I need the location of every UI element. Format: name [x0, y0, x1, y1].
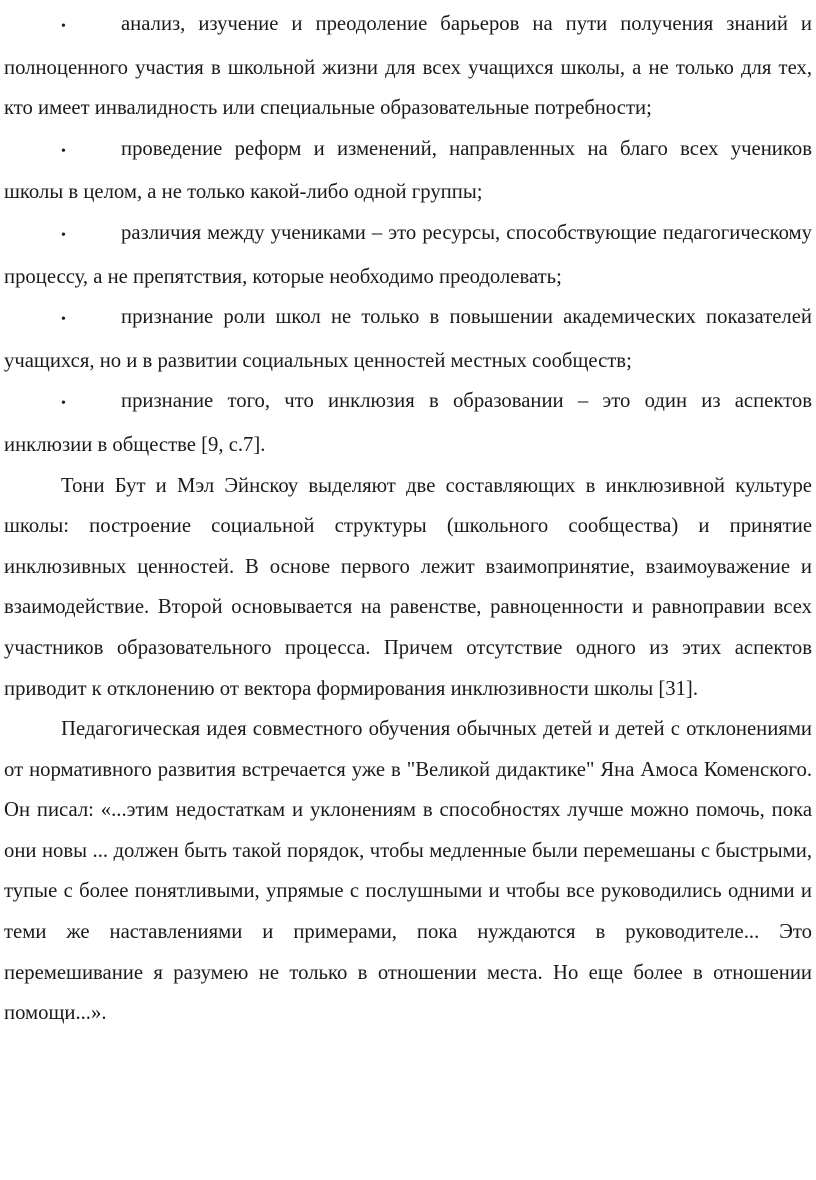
- bullet-text: различия между учениками – это ресурсы, способствующие педагогическому процессу, а не препятствия, которые необходимо преодолевать;: [4, 221, 812, 288]
- bullet-icon: •: [61, 396, 66, 412]
- bullet-item: [4, 213, 812, 297]
- bullet-text: проведение реформ и изменений, направленных на благо всех учеников школы в целом, а не только какой-либо одной группы;: [4, 137, 812, 204]
- bullet-text: признание роли школ не только в повышении академических показателей учащихся, но и в развитии социальных ценностей местных сообществ;: [4, 306, 812, 372]
- bullet-text: анализ, изучение и преодоление барьеров на пути получения знаний и полноценного участия в школьной жизни для всех учащихся школы, а не только для тех, кто имеет инвалидность или специальные образовательные потребности;: [4, 13, 812, 120]
- document-body: [4, 4, 812, 1034]
- bullet-text: признание того, что инклюзия в образовании – это один из аспектов инклюзии в обществе [9, с.7].: [4, 390, 812, 456]
- bullet-icon: •: [61, 312, 66, 328]
- bullet-icon: •: [61, 143, 66, 159]
- bullet-icon: •: [61, 227, 66, 243]
- bullet-item: [4, 129, 812, 213]
- bullet-item: [4, 297, 812, 381]
- paragraph: Тони Бут и Мэл Эйнскоу выделяют две составляющих в инклюзивной культуре школы: построение социальной структуры (школьного сообщества) и принятие инклюзивных ценностей. В основе первого лежит взаимопринятие, взаимоуважение и взаимодействие. Второй основывается на равенстве, равноценности и равноправии всех участников образовательного процесса. Причем отсутствие одного из этих аспектов приводит к отклонению от вектора формирования инклюзивности школы [31].: [4, 474, 812, 700]
- bullet-item: [4, 381, 812, 465]
- bullet-item: [4, 4, 812, 129]
- bullet-icon: •: [61, 19, 66, 34]
- paragraph: Педагогическая идея совместного обучения обычных детей и детей с отклонениями от нормативного развития встречается уже в "Великой дидактике" Яна Амоса Коменского. Он писал: «...этим недостаткам и уклонениям в способностях лучше можно помочь, пока они новы ... должен быть такой порядок, чтобы медленные были перемешаны с быстрыми, тупые с более понятливыми, упрямые с послушными и чтобы все руководились одними и теми же наставлениями и примерами, пока нуждаются в руководителе... Это перемешивание я разумею не только в отношении места. Но еще более в отношении помощи...».: [4, 718, 812, 1025]
